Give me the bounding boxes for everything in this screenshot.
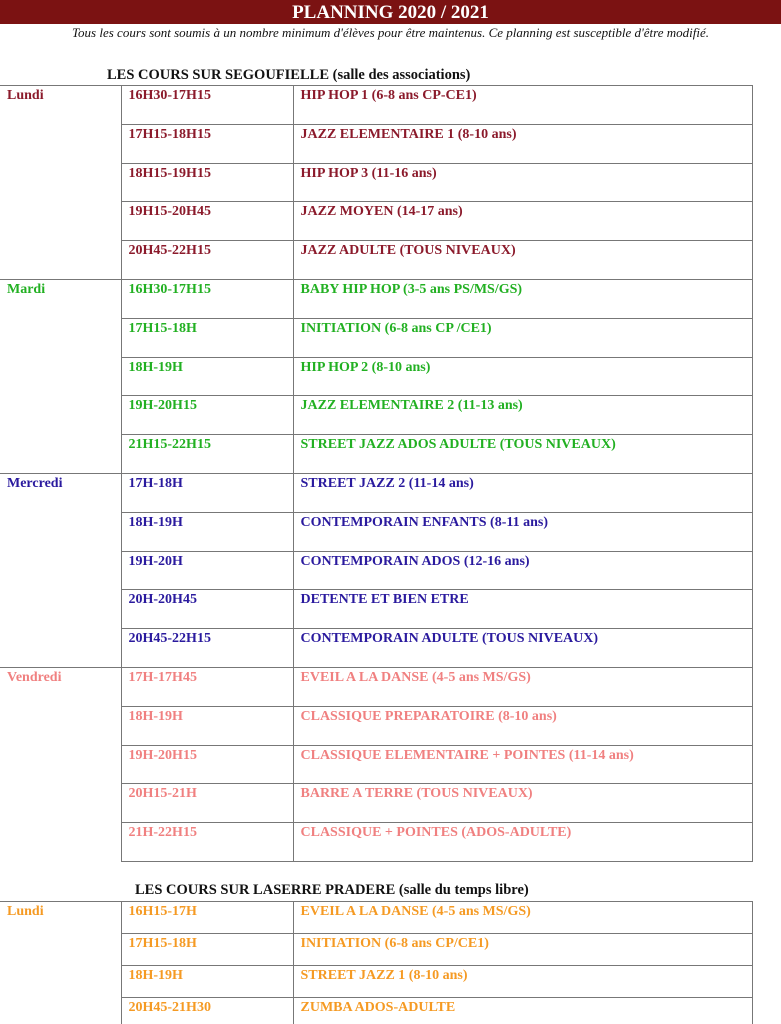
planning-title: PLANNING 2020 / 2021 xyxy=(292,2,489,23)
day-cell xyxy=(0,745,121,784)
table-row xyxy=(0,124,752,163)
day-cell xyxy=(0,629,121,668)
table-row xyxy=(0,279,752,318)
day-cell: Lundi xyxy=(0,902,121,934)
table-row xyxy=(0,934,752,966)
table-row xyxy=(0,966,752,998)
course-cell: CONTEMPORAIN ENFANTS (8-11 ans) xyxy=(293,512,752,551)
day-cell xyxy=(0,202,121,241)
time-cell: 18H-19H xyxy=(121,966,293,998)
table-row xyxy=(0,706,752,745)
table-row xyxy=(0,629,752,668)
time-cell: 20H45-21H30 xyxy=(121,998,293,1024)
course-cell: STREET JAZZ ADOS ADULTE (TOUS NIVEAUX) xyxy=(293,435,752,474)
course-cell: STREET JAZZ 1 (8-10 ans) xyxy=(293,966,752,998)
course-cell: JAZZ MOYEN (14-17 ans) xyxy=(293,202,752,241)
course-cell: BARRE A TERRE (TOUS NIVEAUX) xyxy=(293,784,752,823)
table-row xyxy=(0,473,752,512)
day-cell xyxy=(0,124,121,163)
course-cell: INITIATION (6-8 ans CP /CE1) xyxy=(293,318,752,357)
table-row xyxy=(0,998,752,1024)
table-row xyxy=(0,902,752,934)
table-row xyxy=(0,241,752,280)
course-cell: CLASSIQUE ELEMENTAIRE + POINTES (11-14 ans) xyxy=(293,745,752,784)
course-cell: HIP HOP 2 (8-10 ans) xyxy=(293,357,752,396)
day-cell: Mercredi xyxy=(0,473,121,512)
table-row xyxy=(0,396,752,435)
course-cell: INITIATION (6-8 ans CP/CE1) xyxy=(293,934,752,966)
day-cell xyxy=(0,823,121,862)
day-cell xyxy=(0,241,121,280)
day-cell xyxy=(0,934,121,966)
time-cell: 20H-20H45 xyxy=(121,590,293,629)
time-cell: 18H-19H xyxy=(121,512,293,551)
day-cell: Lundi xyxy=(0,86,121,125)
day-cell xyxy=(0,357,121,396)
laserre-section-title: LES COURS SUR LASERRE PRADERE (salle du temps libre) xyxy=(135,882,529,898)
course-cell: STREET JAZZ 2 (11-14 ans) xyxy=(293,473,752,512)
time-cell: 19H-20H xyxy=(121,551,293,590)
segoufielle-schedule-table xyxy=(0,85,753,862)
table-row xyxy=(0,435,752,474)
day-cell xyxy=(0,512,121,551)
course-cell: EVEIL A LA DANSE (4-5 ans MS/GS) xyxy=(293,667,752,706)
time-cell: 20H15-21H xyxy=(121,784,293,823)
time-cell: 21H-22H15 xyxy=(121,823,293,862)
course-cell: CLASSIQUE + POINTES (ADOS-ADULTE) xyxy=(293,823,752,862)
day-cell xyxy=(0,590,121,629)
time-cell: 21H15-22H15 xyxy=(121,435,293,474)
table-row xyxy=(0,357,752,396)
time-cell: 18H15-19H15 xyxy=(121,163,293,202)
time-cell: 20H45-22H15 xyxy=(121,629,293,668)
time-cell: 19H-20H15 xyxy=(121,396,293,435)
planning-disclaimer: Tous les cours sont soumis à un nombre minimum d'élèves pour être maintenus. Ce planning est susceptible d'être modifié. xyxy=(72,25,709,40)
table-row xyxy=(0,745,752,784)
course-cell: EVEIL A LA DANSE (4-5 ans MS/GS) xyxy=(293,902,752,934)
table-row xyxy=(0,823,752,862)
day-cell xyxy=(0,706,121,745)
day-cell xyxy=(0,551,121,590)
time-cell: 17H-18H xyxy=(121,473,293,512)
day-cell xyxy=(0,318,121,357)
laserre-schedule-table xyxy=(0,901,753,1024)
time-cell: 18H-19H xyxy=(121,357,293,396)
day-cell: Mardi xyxy=(0,279,121,318)
time-cell: 17H15-18H15 xyxy=(121,124,293,163)
time-cell: 16H30-17H15 xyxy=(121,279,293,318)
time-cell: 19H-20H15 xyxy=(121,745,293,784)
time-cell: 16H30-17H15 xyxy=(121,86,293,125)
table-row xyxy=(0,590,752,629)
time-cell: 17H-17H45 xyxy=(121,667,293,706)
course-cell: CONTEMPORAIN ADULTE (TOUS NIVEAUX) xyxy=(293,629,752,668)
course-cell: JAZZ ELEMENTAIRE 1 (8-10 ans) xyxy=(293,124,752,163)
course-cell: BABY HIP HOP (3-5 ans PS/MS/GS) xyxy=(293,279,752,318)
day-cell xyxy=(0,784,121,823)
time-cell: 20H45-22H15 xyxy=(121,241,293,280)
day-cell xyxy=(0,966,121,998)
time-cell: 18H-19H xyxy=(121,706,293,745)
table-row xyxy=(0,163,752,202)
time-cell: 17H15-18H xyxy=(121,318,293,357)
time-cell: 16H15-17H xyxy=(121,902,293,934)
table-row xyxy=(0,318,752,357)
planning-title-banner xyxy=(0,0,781,24)
course-cell: CONTEMPORAIN ADOS (12-16 ans) xyxy=(293,551,752,590)
table-row xyxy=(0,784,752,823)
table-row xyxy=(0,86,752,125)
course-cell: HIP HOP 3 (11-16 ans) xyxy=(293,163,752,202)
table-row xyxy=(0,551,752,590)
course-cell: ZUMBA ADOS-ADULTE xyxy=(293,998,752,1024)
day-cell xyxy=(0,435,121,474)
day-cell xyxy=(0,163,121,202)
course-cell: JAZZ ELEMENTAIRE 2 (11-13 ans) xyxy=(293,396,752,435)
table-row xyxy=(0,202,752,241)
time-cell: 17H15-18H xyxy=(121,934,293,966)
course-cell: JAZZ ADULTE (TOUS NIVEAUX) xyxy=(293,241,752,280)
day-cell xyxy=(0,396,121,435)
course-cell: DETENTE ET BIEN ETRE xyxy=(293,590,752,629)
course-cell: CLASSIQUE PREPARATOIRE (8-10 ans) xyxy=(293,706,752,745)
segoufielle-section-title: LES COURS SUR SEGOUFIELLE (salle des associations) xyxy=(107,67,471,83)
day-cell: Vendredi xyxy=(0,667,121,706)
time-cell: 19H15-20H45 xyxy=(121,202,293,241)
course-cell: HIP HOP 1 (6-8 ans CP-CE1) xyxy=(293,86,752,125)
table-row xyxy=(0,667,752,706)
day-cell xyxy=(0,998,121,1024)
table-row xyxy=(0,512,752,551)
